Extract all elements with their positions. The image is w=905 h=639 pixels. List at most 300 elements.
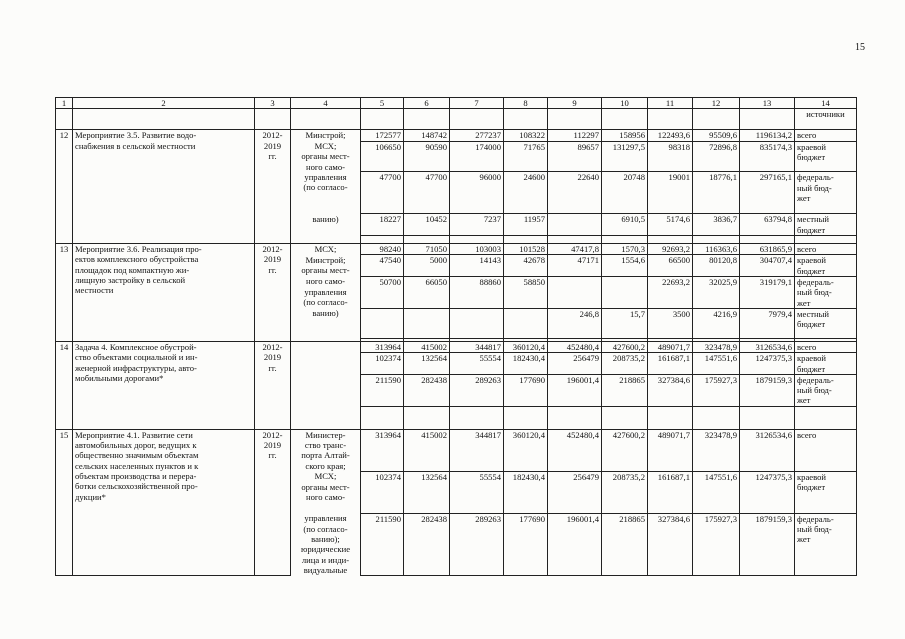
- row-number: 14: [56, 341, 73, 429]
- amount-cell: 282438: [404, 513, 450, 575]
- executor-spacer: [291, 236, 361, 244]
- activity-name-line: ботки сельскохозяйственной про-: [75, 481, 198, 492]
- funding-source-line: краевой: [797, 141, 826, 152]
- amount-cell: 313964: [361, 429, 404, 471]
- spacer-cell: [504, 236, 548, 244]
- period-line: гг.: [268, 150, 277, 161]
- row-number: 12: [56, 130, 73, 244]
- header-cell: 5: [361, 98, 404, 109]
- funding-source-line: федераль-: [797, 172, 834, 183]
- amount-cell: [361, 308, 404, 338]
- spacer-cell: [361, 406, 404, 429]
- period: [255, 341, 291, 429]
- spacer-cell: [450, 236, 504, 244]
- amount-cell: 3126534,6: [740, 341, 795, 352]
- executor-line: Минстрой;: [305, 130, 346, 141]
- funding-source-line: краевой: [797, 471, 826, 482]
- period-line: 2012-: [262, 244, 283, 255]
- amount-cell: 177690: [504, 374, 548, 406]
- funding-source-line: бюджет: [797, 224, 826, 235]
- amount-cell: 112297: [548, 130, 602, 141]
- header-cell: 13: [740, 98, 795, 109]
- amount-cell: 1879159,3: [740, 374, 795, 406]
- funding-source: [795, 374, 857, 406]
- amount-cell: 360120,4: [504, 341, 548, 352]
- amount-cell: 47700: [404, 172, 450, 214]
- amount-cell: 344817: [450, 341, 504, 352]
- amount-cell: 50700: [361, 276, 404, 308]
- amount-cell: 122493,6: [648, 130, 693, 141]
- funding-source: [795, 130, 857, 141]
- amount-cell: 66050: [404, 276, 450, 308]
- header-cell: 2: [73, 98, 255, 109]
- amount-cell: 72896,8: [693, 141, 740, 172]
- executor-line: управления: [304, 171, 347, 182]
- amount-cell: 323478,9: [693, 341, 740, 352]
- executor-line: управления: [304, 513, 347, 524]
- amount-cell: 132564: [404, 471, 450, 513]
- header-cell: 1: [56, 98, 73, 109]
- amount-cell: 1554,6: [602, 255, 648, 277]
- executor: [291, 341, 361, 352]
- activity-name-line: дукции*: [75, 491, 106, 502]
- funding-source: [795, 141, 857, 172]
- amount-cell: 47417,8: [548, 244, 602, 255]
- funding-source-line: жет: [797, 297, 811, 308]
- funding-source-line: федераль-: [797, 276, 834, 287]
- spacer-cell: [361, 236, 404, 244]
- executor: [291, 244, 361, 255]
- row-number: 15: [56, 429, 73, 575]
- amount-cell: 71765: [504, 141, 548, 172]
- activity-name-line: лищную застройку в сельской: [75, 274, 186, 285]
- amount-cell: 835174,3: [740, 141, 795, 172]
- amount-cell: 106650: [361, 141, 404, 172]
- amount-cell: 5174,6: [648, 214, 693, 236]
- period-line: 2012-: [262, 341, 283, 352]
- spacer-cell: [548, 236, 602, 244]
- amount-cell: 489071,7: [648, 341, 693, 352]
- funding-source-line: бюджет: [797, 151, 826, 162]
- amount-cell: 208735,2: [602, 353, 648, 375]
- funding-source-line: ный бюд-: [797, 524, 832, 535]
- executor-line: управления: [304, 286, 347, 297]
- funding-source-line: жет: [797, 395, 811, 406]
- activity-name-line: Задача 4. Комплексное обустрой-: [75, 341, 197, 352]
- activity-name-line: объектам производства и перера-: [75, 471, 197, 482]
- amount-cell: 282438: [404, 374, 450, 406]
- amount-cell: 158956: [602, 130, 648, 141]
- executor-line: ского края;: [305, 460, 346, 471]
- amount-cell: 211590: [361, 374, 404, 406]
- amount-cell: 71050: [404, 244, 450, 255]
- period-line: 2019: [263, 440, 282, 451]
- amount-cell: 47700: [361, 172, 404, 214]
- executor-line: МСХ;: [314, 471, 337, 482]
- subheader-cell: [255, 109, 291, 130]
- amount-cell: 313964: [361, 341, 404, 352]
- amount-cell: 452480,4: [548, 429, 602, 471]
- page-number: 15: [855, 42, 865, 53]
- amount-cell: 102374: [361, 471, 404, 513]
- funding-source-line: бюджет: [797, 363, 826, 374]
- amount-cell: 132564: [404, 353, 450, 375]
- header-cell: 14: [795, 98, 857, 109]
- amount-cell: 1879159,3: [740, 513, 795, 575]
- executor-line: ного само-: [306, 491, 345, 502]
- header-cell: 12: [693, 98, 740, 109]
- amount-cell: 55554: [450, 353, 504, 375]
- subheader-cell: [693, 109, 740, 130]
- funding-source: [795, 353, 857, 375]
- executor-line: ванию): [312, 213, 339, 224]
- amount-cell: 98318: [648, 141, 693, 172]
- activity-name-line: площадок под компактную жи-: [75, 264, 190, 275]
- amount-cell: [602, 276, 648, 308]
- amount-cell: 489071,7: [648, 429, 693, 471]
- activity-name-line: снабжения в сельской местности: [75, 140, 196, 151]
- funding-source-line: всего: [797, 429, 817, 440]
- header-cell: 9: [548, 98, 602, 109]
- amount-cell: 18776,1: [693, 172, 740, 214]
- amount-cell: 211590: [361, 513, 404, 575]
- amount-cell: 452480,4: [548, 341, 602, 352]
- executor-line: ного само-: [306, 276, 345, 287]
- funding-source: [795, 255, 857, 277]
- table-row: [56, 429, 857, 471]
- amount-cell: 7979,4: [740, 308, 795, 338]
- amount-cell: 174000: [450, 141, 504, 172]
- funding-source: [795, 276, 857, 308]
- period: [255, 429, 291, 575]
- header-cell: 10: [602, 98, 648, 109]
- table-row: [56, 341, 857, 352]
- funding-source-line: бюджет: [797, 265, 826, 276]
- header-cell: 11: [648, 98, 693, 109]
- amount-cell: 92693,2: [648, 244, 693, 255]
- subheader-cell: источники: [795, 109, 857, 130]
- amount-cell: 182430,4: [504, 353, 548, 375]
- amount-cell: 3836,7: [693, 214, 740, 236]
- amount-cell: 323478,9: [693, 429, 740, 471]
- amount-cell: 177690: [504, 513, 548, 575]
- period-line: гг.: [268, 362, 277, 373]
- amount-cell: 218865: [602, 374, 648, 406]
- amount-cell: 360120,4: [504, 429, 548, 471]
- funding-source-line: всего: [797, 341, 817, 352]
- subheader-cell: [404, 109, 450, 130]
- executor-line: юридические: [300, 544, 351, 555]
- executor-line: ванию);: [311, 533, 340, 544]
- activity-name-line: местности: [75, 285, 114, 296]
- subheader-cell: [504, 109, 548, 130]
- activity-name: [73, 130, 255, 244]
- period-line: 2019: [263, 254, 282, 265]
- amount-cell: 161687,1: [648, 353, 693, 375]
- amount-cell: 182430,4: [504, 471, 548, 513]
- funding-source-line: ный бюд-: [797, 385, 832, 396]
- executor: [291, 214, 361, 236]
- executor-line: видуальные: [303, 564, 348, 575]
- activity-name-line: автомобильных дорог, ведущих к: [75, 440, 197, 451]
- subheader-cell: [56, 109, 73, 130]
- funding-source-line: федераль-: [797, 374, 834, 385]
- spacer-cell: [740, 236, 795, 244]
- amount-cell: 175927,3: [693, 374, 740, 406]
- activity-name-line: ектов комплексного обустройства: [75, 254, 199, 265]
- amount-cell: 102374: [361, 353, 404, 375]
- amount-cell: 289263: [450, 513, 504, 575]
- budget-table: [55, 97, 857, 576]
- activity-name: [73, 429, 255, 575]
- amount-cell: 98240: [361, 244, 404, 255]
- amount-cell: 147551,6: [693, 471, 740, 513]
- funding-source: [795, 341, 857, 352]
- activity-name-line: мобильными дорогами*: [75, 372, 164, 383]
- amount-cell: 148742: [404, 130, 450, 141]
- funding-source-line: федераль-: [797, 513, 834, 524]
- funding-source-line: бюджет: [797, 319, 826, 330]
- amount-cell: 304707,4: [740, 255, 795, 277]
- spacer-cell: [602, 406, 648, 429]
- activity-name-line: Мероприятие 3.6. Реализация про-: [75, 244, 202, 255]
- amount-cell: 47540: [361, 255, 404, 277]
- executor-line: лица и инди-: [301, 554, 350, 565]
- funding-source: [795, 172, 857, 214]
- amount-cell: 47171: [548, 255, 602, 277]
- subheader-cell: [73, 109, 255, 130]
- amount-cell: 218865: [602, 513, 648, 575]
- amount-cell: 95509,6: [693, 130, 740, 141]
- header-cell: 4: [291, 98, 361, 109]
- amount-cell: 256479: [548, 471, 602, 513]
- subheader-cell: [291, 109, 361, 130]
- subheader-cell: [740, 109, 795, 130]
- spacer-cell: [795, 236, 857, 244]
- executor-line: ство транс-: [304, 440, 347, 451]
- activity-name-line: ство объектами социальной и ин-: [75, 352, 198, 363]
- activity-name-line: Мероприятие 3.5. Развитие водо-: [75, 130, 197, 141]
- executor-line: органы мест-: [301, 265, 350, 276]
- amount-cell: 3126534,6: [740, 429, 795, 471]
- period-line: гг.: [268, 450, 277, 461]
- executor-line: МСХ;: [314, 141, 337, 152]
- executor: [291, 130, 361, 141]
- amount-cell: 103003: [450, 244, 504, 255]
- amount-cell: 319179,1: [740, 276, 795, 308]
- spacer-cell: [404, 406, 450, 429]
- amount-cell: 101528: [504, 244, 548, 255]
- executor-line: МСХ;: [314, 244, 337, 255]
- executor: [291, 255, 361, 277]
- amount-cell: 327384,6: [648, 513, 693, 575]
- amount-cell: 19001: [648, 172, 693, 214]
- executor-line: ванию): [312, 308, 339, 319]
- amount-cell: 14143: [450, 255, 504, 277]
- amount-cell: 5000: [404, 255, 450, 277]
- amount-cell: 289263: [450, 374, 504, 406]
- amount-cell: [548, 214, 602, 236]
- subheader-cell: [450, 109, 504, 130]
- amount-cell: 427600,2: [602, 341, 648, 352]
- spacer-cell: [740, 406, 795, 429]
- amount-cell: 63794,8: [740, 214, 795, 236]
- amount-cell: 1570,3: [602, 244, 648, 255]
- amount-cell: 415002: [404, 341, 450, 352]
- funding-source-line: жет: [797, 193, 811, 204]
- executor-line: (по согласо-: [303, 297, 348, 308]
- executor: [291, 141, 361, 172]
- spacer-cell: [648, 406, 693, 429]
- amount-cell: 22640: [548, 172, 602, 214]
- amount-cell: 172577: [361, 130, 404, 141]
- executor: [291, 308, 361, 338]
- amount-cell: 42678: [504, 255, 548, 277]
- executor: [291, 172, 361, 214]
- executor-line: (по согласо-: [303, 523, 348, 534]
- activity-name: [73, 244, 255, 342]
- funding-source-line: местный: [797, 308, 830, 319]
- funding-source: [795, 471, 857, 513]
- funding-source: [795, 244, 857, 255]
- header-cell: 6: [404, 98, 450, 109]
- executor: [291, 374, 361, 406]
- spacer-cell: [693, 236, 740, 244]
- amount-cell: 6910,5: [602, 214, 648, 236]
- amount-cell: [504, 308, 548, 338]
- amount-cell: 631865,9: [740, 244, 795, 255]
- header-cell: 8: [504, 98, 548, 109]
- subheader-cell: [648, 109, 693, 130]
- amount-cell: 88860: [450, 276, 504, 308]
- amount-cell: 20748: [602, 172, 648, 214]
- amount-cell: 297165,1: [740, 172, 795, 214]
- amount-cell: 11957: [504, 214, 548, 236]
- funding-source: [795, 513, 857, 575]
- subheader-row: [56, 109, 857, 130]
- amount-cell: 246,8: [548, 308, 602, 338]
- period: [255, 244, 291, 342]
- funding-source-line: краевой: [797, 255, 826, 266]
- amount-cell: 415002: [404, 429, 450, 471]
- executor: [291, 353, 361, 375]
- executor-line: органы мест-: [301, 481, 350, 492]
- table-row: [56, 130, 857, 141]
- amount-cell: 108322: [504, 130, 548, 141]
- amount-cell: 96000: [450, 172, 504, 214]
- amount-cell: 58850: [504, 276, 548, 308]
- executor: [291, 429, 361, 471]
- amount-cell: 131297,5: [602, 141, 648, 172]
- period-line: 2012-: [262, 429, 283, 440]
- funding-source: [795, 308, 857, 338]
- amount-cell: 32025,9: [693, 276, 740, 308]
- funding-source-line: бюджет: [797, 482, 826, 493]
- executor-line: (по согласо-: [303, 182, 348, 193]
- amount-cell: 116363,6: [693, 244, 740, 255]
- amount-cell: 90590: [404, 141, 450, 172]
- executor-line: Минстрой;: [305, 254, 346, 265]
- amount-cell: 89657: [548, 141, 602, 172]
- period: [255, 130, 291, 244]
- amount-cell: 344817: [450, 429, 504, 471]
- executor-line: Министер-: [305, 429, 346, 440]
- executor-spacer: [291, 406, 361, 429]
- amount-cell: 1247375,3: [740, 353, 795, 375]
- amount-cell: 327384,6: [648, 374, 693, 406]
- table-row: [56, 244, 857, 255]
- amount-cell: [450, 308, 504, 338]
- period-line: 2019: [263, 352, 282, 363]
- amount-cell: 1247375,3: [740, 471, 795, 513]
- period-line: 2012-: [262, 130, 283, 141]
- amount-cell: 277237: [450, 130, 504, 141]
- amount-cell: [404, 308, 450, 338]
- amount-cell: 1196134,2: [740, 130, 795, 141]
- executor-line: ного само-: [306, 161, 345, 172]
- executor: [291, 513, 361, 575]
- period-line: 2019: [263, 140, 282, 151]
- spacer-cell: [693, 406, 740, 429]
- header-row: [56, 98, 857, 109]
- amount-cell: 4216,9: [693, 308, 740, 338]
- activity-name-line: Мероприятие 4.1. Развитие сети: [75, 429, 193, 440]
- spacer-cell: [404, 236, 450, 244]
- amount-cell: 208735,2: [602, 471, 648, 513]
- amount-cell: 147551,6: [693, 353, 740, 375]
- header-cell: 3: [255, 98, 291, 109]
- period-line: гг.: [268, 264, 277, 275]
- subheader-cell: [548, 109, 602, 130]
- funding-source-line: ный бюд-: [797, 287, 832, 298]
- amount-cell: 175927,3: [693, 513, 740, 575]
- activity-name-line: общественно значимым объектам: [75, 450, 199, 461]
- funding-source: [795, 429, 857, 471]
- funding-source: [795, 214, 857, 236]
- amount-cell: 196001,4: [548, 374, 602, 406]
- amount-cell: 3500: [648, 308, 693, 338]
- header-cell: 7: [450, 98, 504, 109]
- funding-source-line: всего: [797, 130, 817, 141]
- amount-cell: 80120,8: [693, 255, 740, 277]
- amount-cell: 55554: [450, 471, 504, 513]
- amount-cell: [548, 276, 602, 308]
- activity-name-line: сельских населенных пунктов и к: [75, 460, 199, 471]
- activity-name: [73, 341, 255, 429]
- funding-source-line: всего: [797, 244, 817, 255]
- executor-line: порта Алтай-: [301, 450, 350, 461]
- executor-line: органы мест-: [301, 151, 350, 162]
- executor: [291, 471, 361, 513]
- funding-source-line: краевой: [797, 353, 826, 364]
- amount-cell: 24600: [504, 172, 548, 214]
- amount-cell: 427600,2: [602, 429, 648, 471]
- amount-cell: 7237: [450, 214, 504, 236]
- amount-cell: 15,7: [602, 308, 648, 338]
- amount-cell: 22693,2: [648, 276, 693, 308]
- funding-source-line: жет: [797, 534, 811, 545]
- spacer-cell: [450, 406, 504, 429]
- spacer-cell: [795, 406, 857, 429]
- spacer-cell: [548, 406, 602, 429]
- row-number: 13: [56, 244, 73, 342]
- amount-cell: 18227: [361, 214, 404, 236]
- amount-cell: 256479: [548, 353, 602, 375]
- amount-cell: 161687,1: [648, 471, 693, 513]
- amount-cell: 196001,4: [548, 513, 602, 575]
- subheader-cell: [361, 109, 404, 130]
- spacer-cell: [648, 236, 693, 244]
